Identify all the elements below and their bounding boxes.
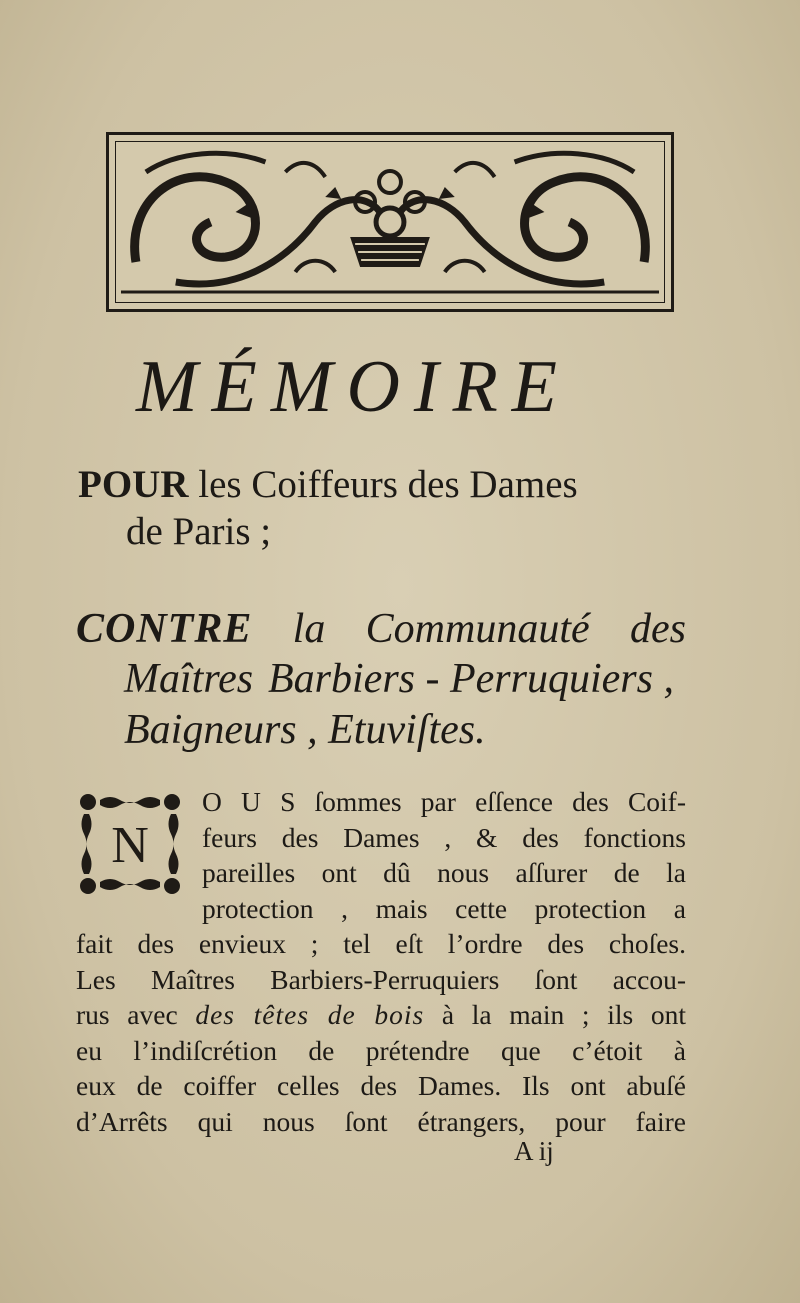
body-line: eux de coiffer celles des Dames. Ils ont abuſé (76, 1070, 686, 1101)
italic-phrase: des têtes de bois (195, 999, 425, 1030)
body-text (76, 784, 686, 1139)
pour-lead-word: POUR (78, 463, 189, 506)
body-line: eu l’indiſcrétion de prétendre que c’étoit à (76, 1034, 686, 1066)
contre-heading (76, 604, 716, 755)
body-line: fait des envieux ; tel eſt l’ordre des choſes. (76, 928, 686, 959)
contre-lead-word: CONTRE (76, 606, 253, 652)
contre-line-3: Baigneurs , Etuviſtes. (124, 706, 486, 753)
body-line-part: à la main ; ils ont (441, 999, 686, 1030)
body-line: Les Maîtres Barbiers-Perruquiers ſont accou- (76, 963, 686, 995)
contre-line-2 (76, 654, 674, 704)
contre-word-communaute: Communauté (365, 606, 590, 652)
body-line: pareilles ont dû nous aſſurer de la (202, 857, 686, 888)
page-title: MÉMOIRE (136, 346, 571, 428)
pour-line-2: de Paris ; (126, 509, 272, 553)
contre-word-barbiers: Barbiers - Perruquiers , (268, 656, 674, 703)
contre-word-la: la (292, 606, 326, 652)
body-line-part: rus avec (76, 999, 178, 1030)
foliage-ornament-icon (116, 142, 664, 302)
contre-line-1 (76, 604, 686, 654)
pour-heading (78, 462, 718, 556)
ornamental-headpiece (106, 132, 674, 312)
body-line: protection , mais cette protection a (202, 892, 686, 924)
contre-word-maitres: Maîtres (124, 656, 254, 703)
pour-line-1-text: les Coiffeurs des Dames (198, 463, 578, 506)
signature-mark: A ij (514, 1136, 554, 1166)
contre-word-des: des (629, 606, 686, 652)
pour-line-1 (78, 462, 718, 509)
body-line (76, 997, 686, 1033)
body-line: feurs des Dames , & des fonctions (202, 821, 686, 853)
drop-cap-letter: N (111, 817, 149, 874)
body-line: d’Arrêts qui nous ſont étrangers, pour faire (76, 1105, 686, 1137)
body-line: O U S ſommes par eſſence des Coif- (202, 786, 686, 817)
